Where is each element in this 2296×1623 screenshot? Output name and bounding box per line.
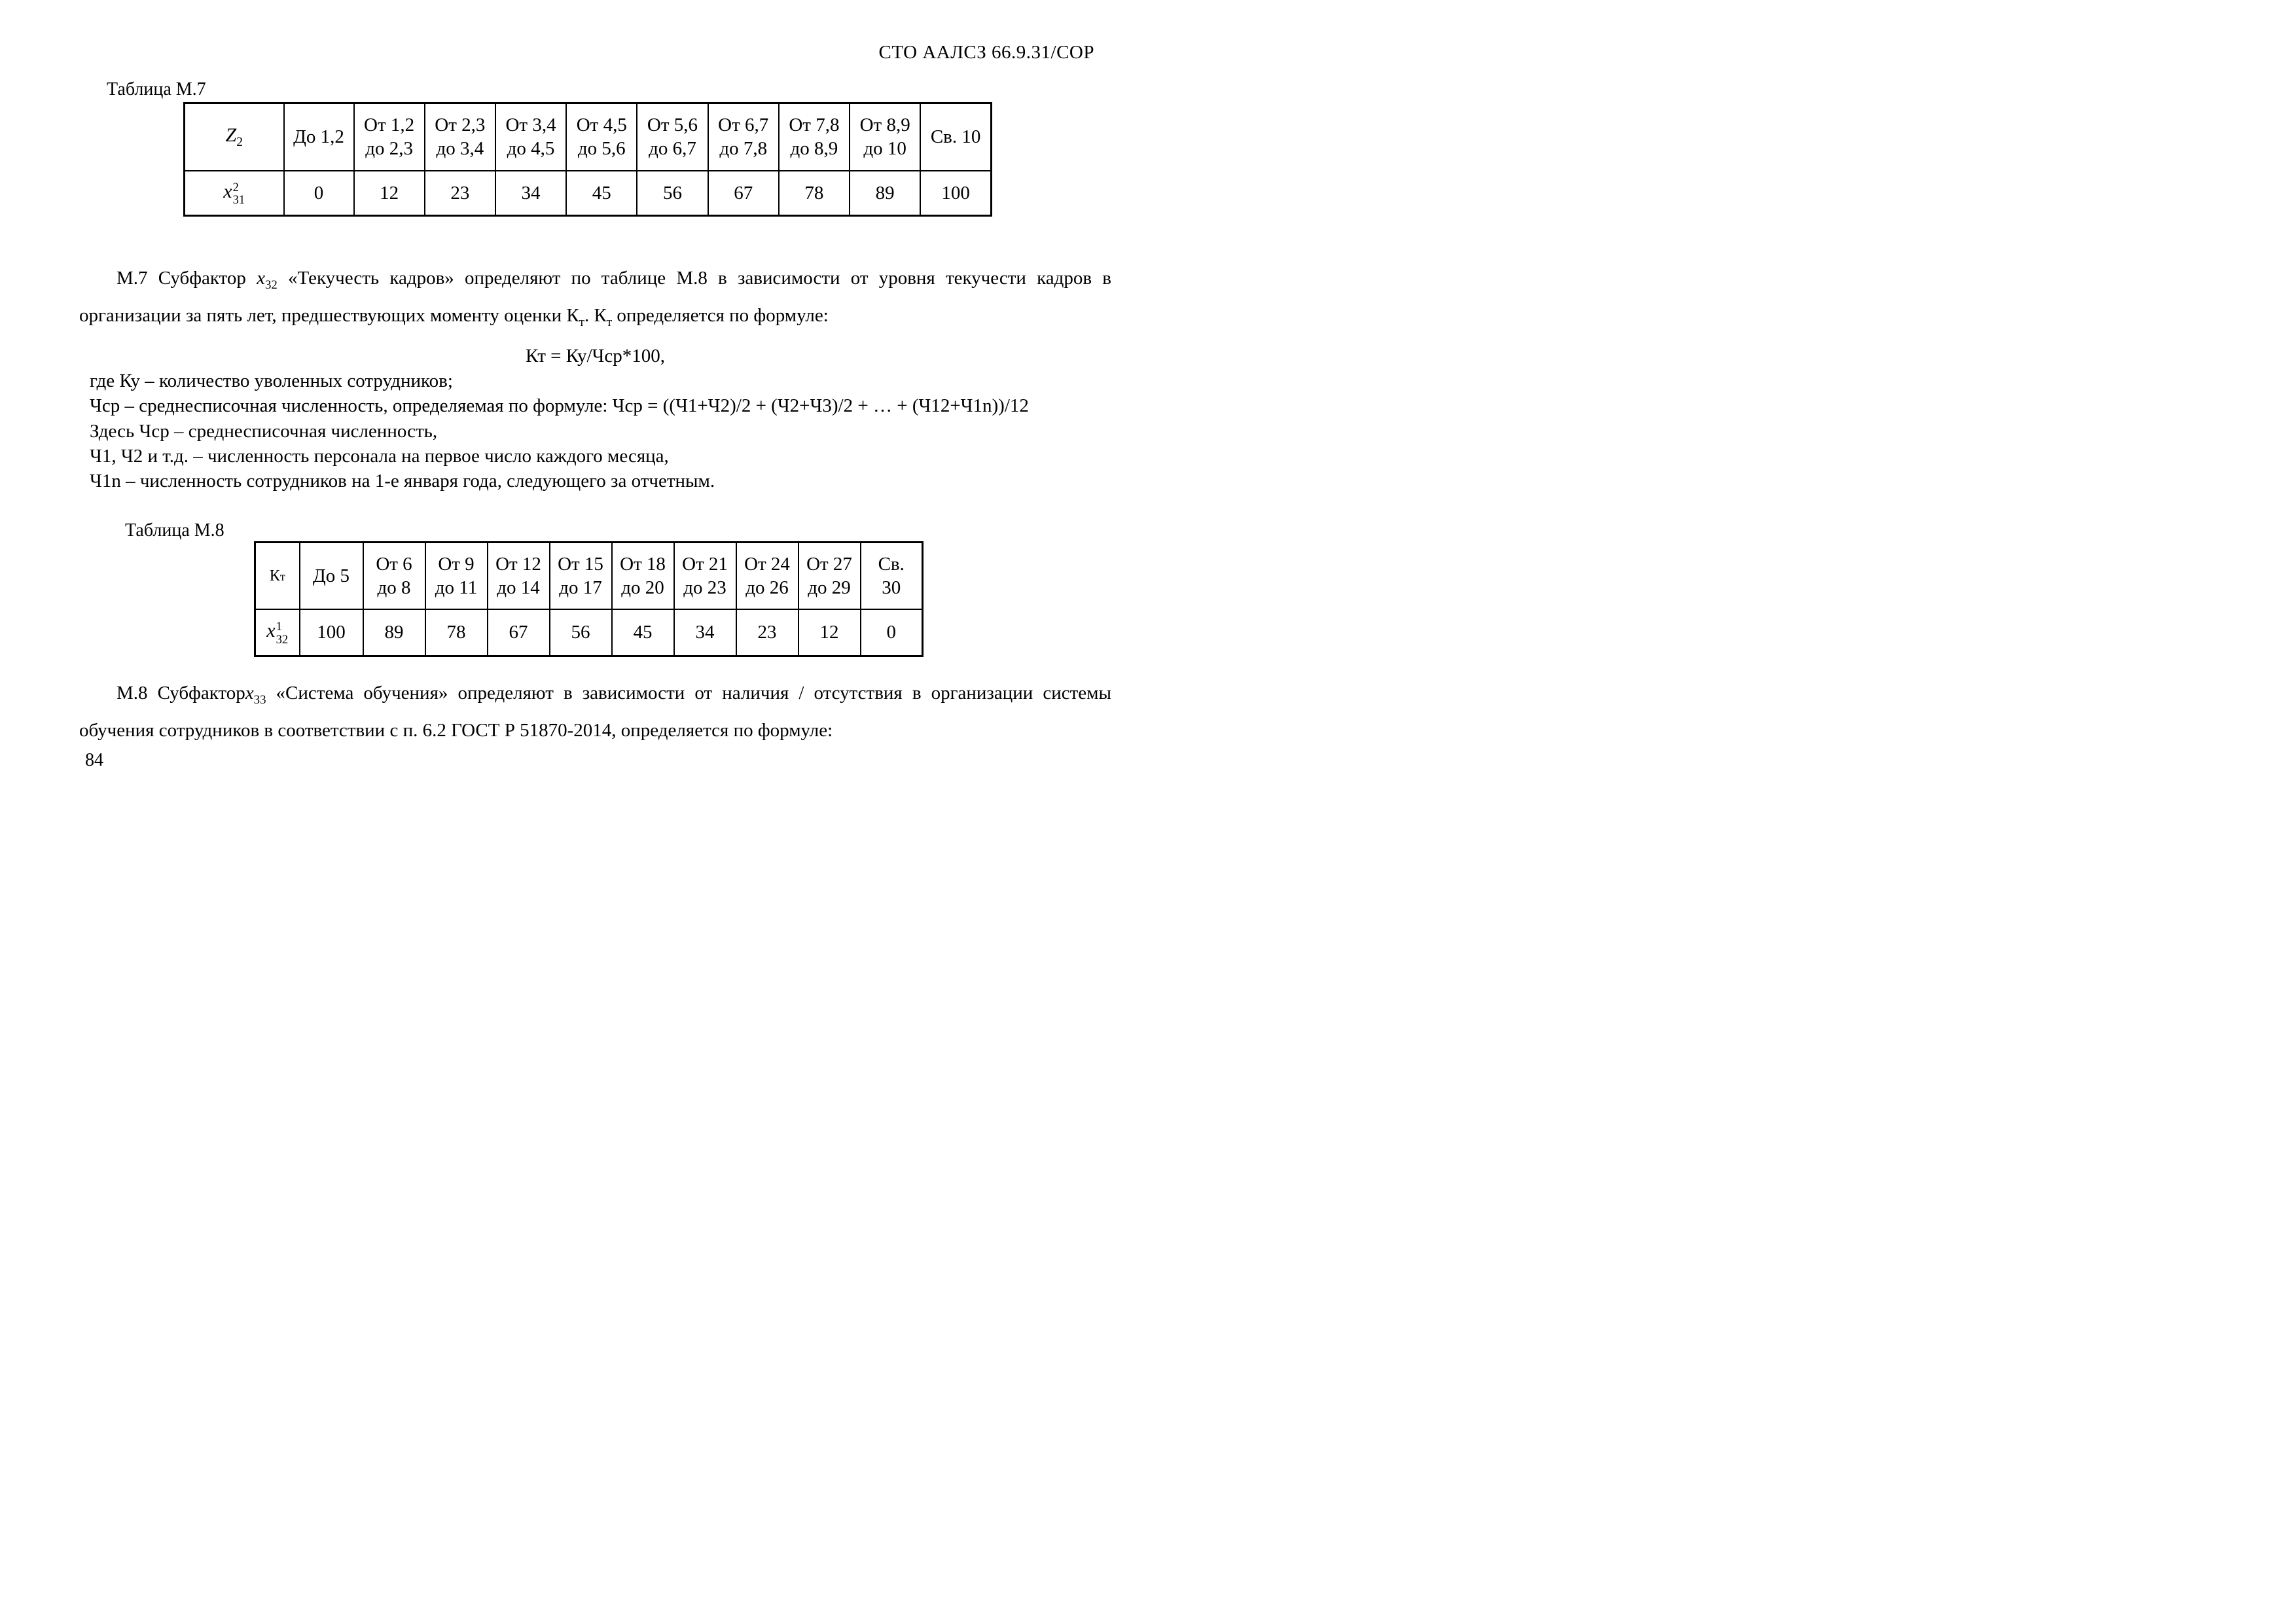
definition-line: Ч1n – численность сотрудников на 1-е января года, следующего за отчетным. [90,471,715,492]
table-m7-value-cell: 78 [779,171,850,216]
table-m7-value-cell: 12 [354,171,425,216]
table-m7-value-row [185,171,992,216]
table-m8-value-row [255,609,923,656]
table-m8-value-cell: 100 [300,609,363,656]
document-page [0,0,1148,812]
table-m8 [254,541,924,657]
table-m8-value-cell: 23 [736,609,798,656]
definitions-block [90,368,1111,493]
table-m7-header-cell: От 5,6 до 6,7 [637,103,708,171]
table-m8-caption: Таблица М.8 [125,520,224,541]
table-m8-header-cell: От 21 до 23 [674,543,736,609]
table-m8-header-cell: От 12 до 14 [488,543,550,609]
definition-line: Здесь Чср – среднесписочная численность, [90,420,438,442]
table-m8-header-cell: От 6 до 8 [363,543,425,609]
table-m7-value-cell: 100 [920,171,991,216]
definition-line: Ч1, Ч2 и т.д. – численность персонала на первое число каждого месяца, [90,445,669,467]
table-m8-header-cell: От 18 до 20 [612,543,674,609]
table-m8-header-cell: От 24 до 26 [736,543,798,609]
para-m7-line2: организации за пять лет, предшествующих моменту оценки $К_т$. $К_т$ определяется по формуле: [79,304,829,329]
table-m7-var-cell: $Z_2$ [185,103,284,171]
table-m7-header-cell: От 7,8 до 8,9 [779,103,850,171]
table-m7-value-cell: 34 [495,171,566,216]
document-code: СТО ААЛСЗ 66.9.31/СОР [878,42,1094,63]
table-m7-header-cell: От 1,2 до 2,3 [354,103,425,171]
table-m7-header-cell: От 2,3 до 3,4 [425,103,495,171]
table-m8-value-cell: 89 [363,609,425,656]
table-m7-value-cell: 56 [637,171,708,216]
para-m8-line1: М.8 Субфакторx$_{33}$ «Система обучения» определяют в зависимости от наличия / отсутствия в организации системы [117,683,1111,707]
table-m8-value-cell: 78 [425,609,488,656]
table-m7-header-cell: От 6,7 до 7,8 [708,103,779,171]
table-m7-value-cell: 0 [284,171,354,216]
table-m7-header-cell: От 8,9 до 10 [850,103,920,171]
table-m8-value-cell: 56 [550,609,612,656]
definition-line: Чср – среднесписочная численность, определяемая по формуле: Чср = ((Ч1+Ч2)/2 + (Ч2+Ч3)/2 + … + (Ч12+Ч1n))/12 [90,395,1029,417]
para-m8 [79,678,1111,745]
table-m8-header-cell: От 9 до 11 [425,543,488,609]
table-m7 [183,102,992,217]
para-m8-line2: обучения сотрудников в соответствии с п. 6.2 ГОСТ Р 51870-2014, определяется по формуле: [79,719,833,741]
table-m8-header-cell: От 27 до 29 [798,543,861,609]
table-m7-header-cell: От 4,5 до 5,6 [566,103,637,171]
table-m7-header-cell: До 1,2 [284,103,354,171]
table-m7-header-row [185,103,992,171]
table-m8-value-cell: 0 [861,609,923,656]
table-m7-value-cell: 89 [850,171,920,216]
para-m7 [79,263,1111,338]
table-m8-header-cell: Св. 30 [861,543,923,609]
table-m8-value-var-cell: x 1 32 [255,609,300,656]
table-m8-value-cell: 67 [488,609,550,656]
table-m8-header-row [255,543,923,609]
table-m7-value-cell: 23 [425,171,495,216]
table-m7-caption: Таблица М.7 [107,79,206,99]
table-m8-value-cell: 45 [612,609,674,656]
table-m8-header-cell: От 15 до 17 [550,543,612,609]
table-m8-value-cell: 12 [798,609,861,656]
para-m7-line1: М.7 Субфактор $x_{32}$ «Текучесть кадров» определяют по таблице М.8 в зависимости от уровня текучести кадров в [117,268,1111,292]
table-m7-value-cell: 45 [566,171,637,216]
table-m7-value-cell: 67 [708,171,779,216]
table-m7-header-cell: Св. 10 [920,103,991,171]
table-m8-header-cell: До 5 [300,543,363,609]
definition-line: где Ку – количество уволенных сотрудников; [90,370,453,391]
table-m7-header-cell: От 3,4 до 4,5 [495,103,566,171]
table-m8-value-cell: 34 [674,609,736,656]
formula-kt: Кт = Ку/Чср*100, [526,346,665,366]
table-m8-var-cell: Кт [255,543,300,609]
table-m7-value-var-cell: x 2 31 [185,171,284,216]
page-number: 84 [85,750,103,770]
